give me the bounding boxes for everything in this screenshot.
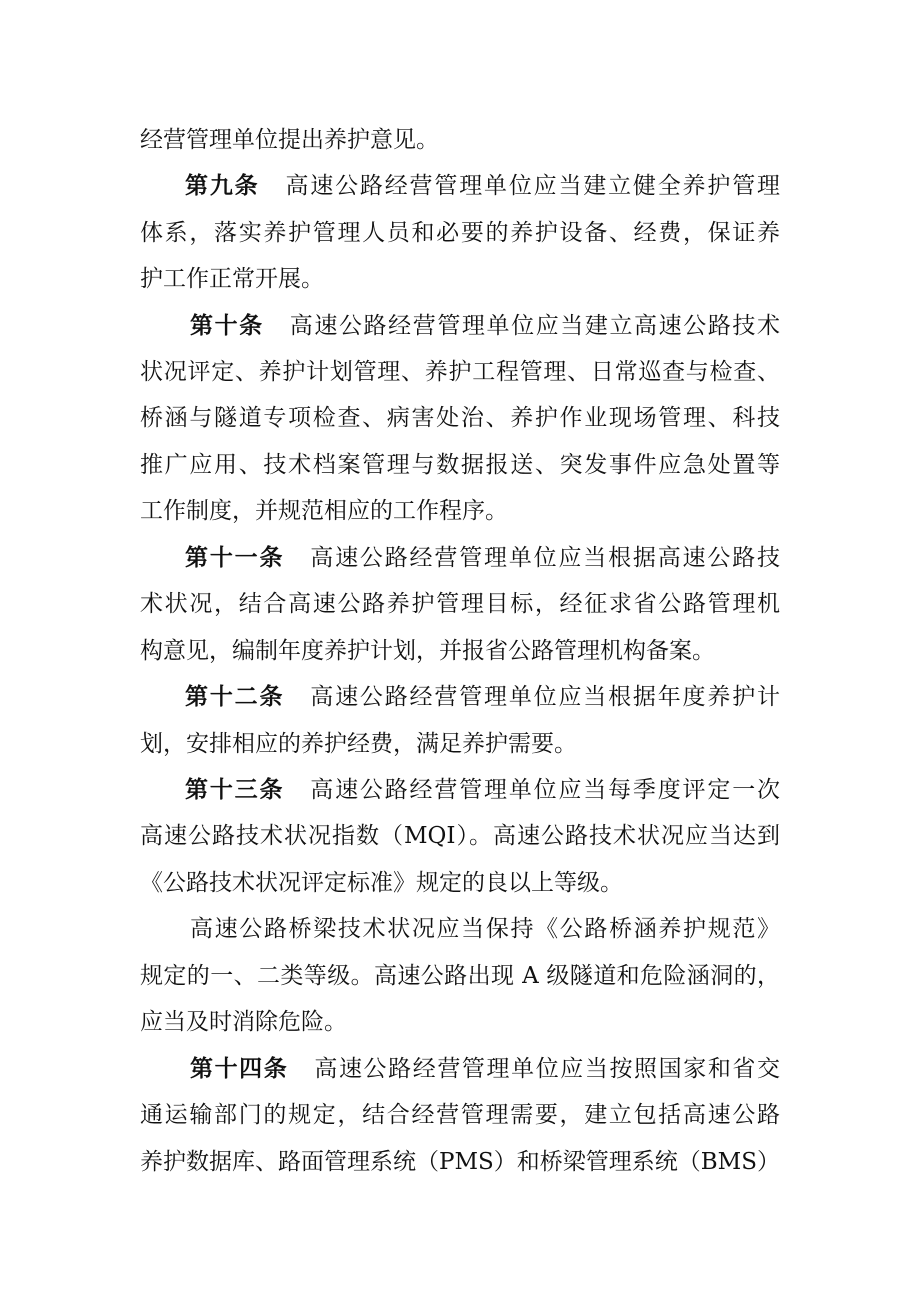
article-heading: 第十二条 <box>185 684 285 710</box>
text-line: 工作制度，并规范相应的工作程序。 <box>140 498 508 524</box>
article-heading: 第十条 <box>190 313 264 339</box>
article-first-line <box>190 308 780 344</box>
text-line: 高速公路经营管理单位应当根据高速公路技 <box>310 545 781 571</box>
text-line: 划，安排相应的养护经费，满足养护需要。 <box>140 731 577 757</box>
text-line: 构意见，编制年度养护计划，并报省公路管理机构备案。 <box>140 638 715 664</box>
text-line: 经营管理单位提出养护意见。 <box>140 127 439 153</box>
text-line: 规定的一、二类等级。高速公路出现 A 级隧道和危险涵洞的， <box>140 963 780 989</box>
article-heading: 第十一条 <box>185 545 285 571</box>
article-first-line <box>185 679 780 715</box>
text-line: 推广应用、技术档案管理与数据报送、突发事件应急处置等 <box>140 452 780 478</box>
text-line: 高速公路经营管理单位应当根据年度养护计 <box>310 684 781 710</box>
article-first-line <box>185 540 780 576</box>
article-heading: 第十三条 <box>185 777 285 803</box>
text-line: 体系，落实养护管理人员和必要的养护设备、经费，保证养 <box>140 220 780 246</box>
text-line: 桥涵与隧道专项检查、病害处治、养护作业现场管理、科技 <box>140 405 780 431</box>
article-heading: 第十四条 <box>190 1056 289 1082</box>
text-line: 高速公路经营管理单位应当建立健全养护管理 <box>285 173 781 199</box>
text-line: 通运输部门的规定，结合经营管理需要，建立包括高速公路 <box>140 1102 780 1128</box>
text-line: 应当及时消除危险。 <box>140 1009 347 1035</box>
text-line: 状况评定、养护计划管理、养护工程管理、日常巡查与检查、 <box>140 359 780 385</box>
article-heading: 第九条 <box>185 173 260 199</box>
article-first-line <box>190 1051 780 1087</box>
text-line: 《公路技术状况评定标准》规定的良以上等级。 <box>140 870 623 896</box>
article-first-line <box>185 168 780 204</box>
text-line: 养护数据库、路面管理系统（PMS）和桥梁管理系统（BMS） <box>140 1149 780 1175</box>
text-line: 护工作正常开展。 <box>140 266 324 292</box>
text-line: 高速公路技术状况指数（MQI）。高速公路技术状况应当达到 <box>140 823 780 849</box>
text-line: 高速公路经营管理单位应当建立高速公路技术 <box>289 313 781 339</box>
text-line: 高速公路经营管理单位应当按照国家和省交 <box>314 1056 781 1082</box>
text-line: 高速公路经营管理单位应当每季度评定一次 <box>310 777 781 803</box>
text-line: 高速公路桥梁技术状况应当保持《公路桥涵养护规范》 <box>190 916 780 942</box>
text-line: 术状况，结合高速公路养护管理目标，经征求省公路管理机 <box>140 591 780 617</box>
article-first-line <box>185 772 780 808</box>
